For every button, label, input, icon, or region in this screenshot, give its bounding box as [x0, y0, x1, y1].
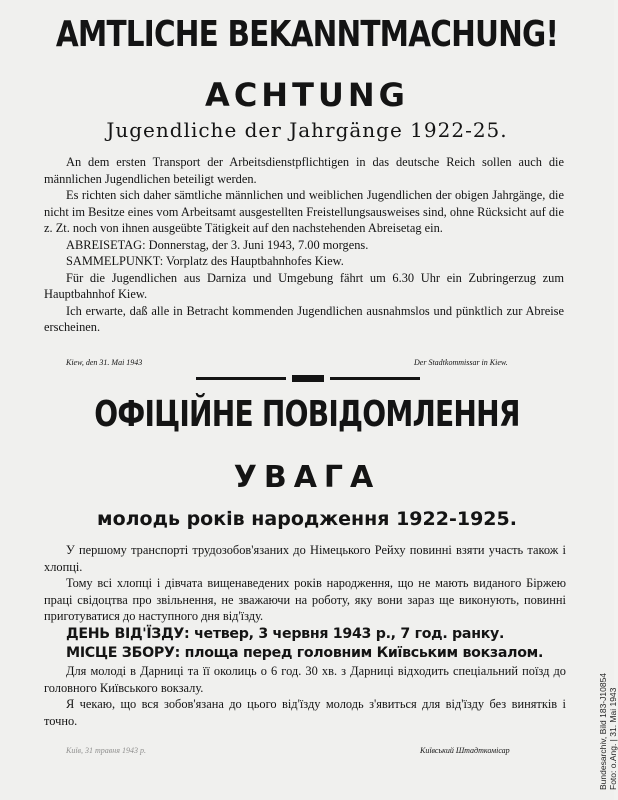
- ukrainian-paragraph: Я чекаю, що вся зобов'язана до цього від'їзду молодь з'явиться для від'їзду без винятків і точно.: [44, 697, 566, 728]
- german-paragraph: Es richten sich daher sämtliche männlichen und weiblichen Jugendlichen der obigen Jahrgänge, die nicht im Besitze eines vom Arbeitsamt ausgestellten Freistellungsausweises sind, ohne Rücksicht auf die z. Zt. noch von ihnen ausgeübte Tätigkeit auf den nachstehenden Abreisetag ein.: [44, 188, 564, 235]
- german-achtung-heading: ACHTUNG: [205, 76, 409, 114]
- ukrainian-signature: Київський Штадткомісар: [420, 746, 510, 755]
- ukrainian-title: ОФІЦІЙНЕ ПОВІДОМЛЕННЯ: [94, 394, 520, 435]
- german-signature: Der Stadtkommissar in Kiew.: [414, 358, 508, 367]
- ukrainian-paragraph: Тому всі хлопці і дівчата вищенаведених років народження, що не мають виданого Біржею праці свідоцтва про звільнення, не зважаючи на роботу, яку вони зараз ще виконують, повинні приготуватися до наступного дня від'їзду.: [44, 576, 566, 624]
- german-paragraph: Für die Jugendlichen aus Darniza und Umgebung fährt um 6.30 Uhr ein Zubringerzug zum Hauptbahnhof Kiew.: [44, 270, 564, 301]
- german-meeting-point-line: SAMMELPUNKT: Vorplatz des Hauptbahnhofes Kiew.: [66, 254, 344, 268]
- german-title: AMTLICHE BEKANNTMACHUNG!: [55, 14, 559, 55]
- german-paragraph: Ich erwarte, daß alle in Betracht kommenden Jugendlichen ausnahmslos und pünktlich zur Abreise erscheinen.: [44, 303, 564, 334]
- ukrainian-paragraph: Для молоді в Дарниці та її околиць о 6 год. 30 хв. з Дарниці відходить спеціальний поїзд до головного Київського вокзалу.: [44, 663, 566, 695]
- german-subtitle: Jugendliche der Jahrgänge 1922-25.: [106, 118, 508, 142]
- archive-label-line: Bundesarchiv, Bild 183-J10854: [598, 672, 608, 790]
- ukrainian-date-line: Київ, 31 травня 1943 р.: [66, 746, 146, 755]
- archive-label-line: Foto: o.Ang. | 31. Mai 1943: [608, 687, 618, 790]
- ukrainian-uvaga-heading: УВАГА: [233, 460, 381, 495]
- ukrainian-departure-line: ДЕНЬ ВІД'ЇЗДУ: четвер, 3 червня 1943 р., 7 год. ранку.: [66, 625, 505, 642]
- german-departure-line: ABREISETAG: Donnerstag, der 3. Juni 1943, 7.00 morgens.: [66, 237, 369, 252]
- german-date-line: Kiew, den 31. Mai 1943: [66, 358, 143, 367]
- ukrainian-meeting-point-line: МІСЦЕ ЗБОРУ: площа перед головним Київським вокзалом.: [66, 644, 544, 661]
- ukrainian-body: [44, 542, 566, 729]
- archive-label: [598, 590, 618, 790]
- section-divider: [0, 372, 614, 384]
- german-body: [44, 154, 564, 336]
- ukrainian-paragraph: У першому транспорті трудозобов'язаних до Німецького Рейху повинні взяти участь також і хлопці.: [44, 543, 566, 574]
- ukrainian-subtitle: молодь років народження 1922-1925.: [97, 508, 517, 530]
- german-paragraph: An dem ersten Transport der Arbeitsdienstpflichtigen in das deutsche Reich sollen auch die männlichen Jugendlichen beteiligt werden.: [44, 155, 564, 186]
